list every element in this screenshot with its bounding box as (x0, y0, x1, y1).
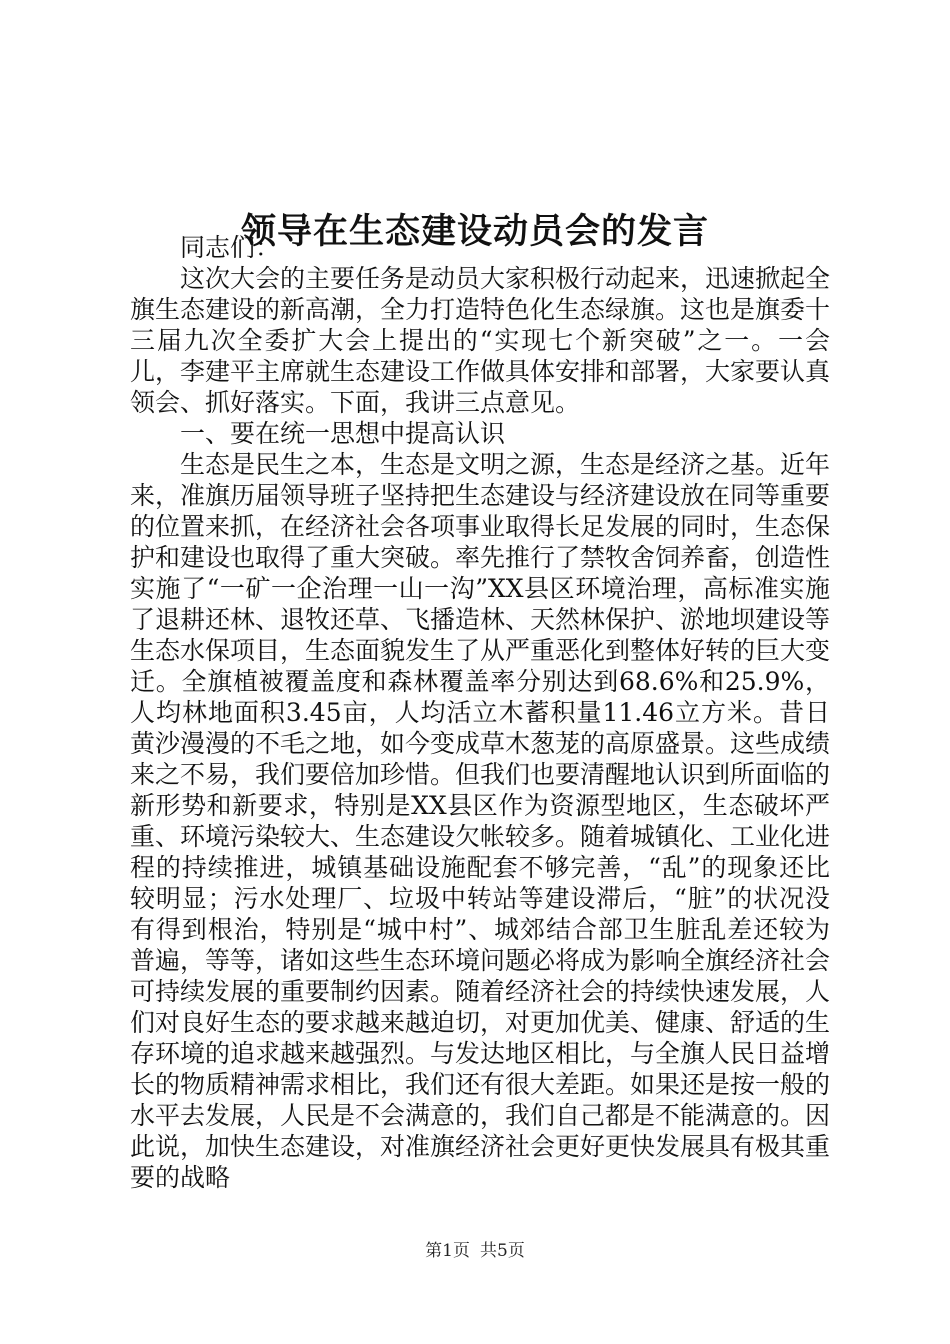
paragraph-section-one: 生态是民生之本，生态是文明之源，生态是经济之基。近年来，准旗历届领导班子坚持把生态建设与经济建设放在同等重要的位置来抓，在经济社会各项事业取得长足发展的同时，生态保护和建设也取得了重大突破。率先推行了禁牧舍饲养畜，创造性实施了“一矿一企治理一山一沟”XX县区环境治理，高标准实施了退耕还林、退牧还草、飞播造林、天然林保护、淤地坝建设等生态水保项目，生态面貌发生了从严重恶化到整体好转的巨大变迁。全旗植被覆盖度和森林覆盖率分别达到68.6%和25.9%，人均林地面积3.45亩，人均活立木蓄积量11.46立方米。昔日黄沙漫漫的不毛之地，如今变成草木葱茏的高原盛景。这些成绩来之不易，我们要倍加珍惜。但我们也要清醒地认识到所面临的新形势和新要求，特别是XX县区作为资源型地区，生态破坏严重、环境污染较大、生态建设欠帐较多。随着城镇化、工业化进程的持续推进，城镇基础设施配套不够完善，“乱”的现象还比较明显；污水处理厂、垃圾中转站等建设滞后，“脏”的状况没有得到根治，特别是“城中村”、城郊结合部卫生脏乱差还较为普遍，等等，诸如这些生态环境问题必将成为影响全旗经济社会可持续发展的重要制约因素。随着经济社会的持续快速发展，人们对良好生态的要求越来越迫切，对更加优美、健康、舒适的生存环境的追求越来越强烈。与发达地区相比，与全旗人民日益增长的物质精神需求相比，我们还有很大差距。如果还是按一般的水平去发展，人民是不会满意的，我们自己都是不能满意的。因此说，加快生态建设，对准旗经济社会更好更快发展具有极其重要的战略 (130, 450, 831, 1192)
greeting: 同志们： (180, 233, 281, 262)
section-heading: 一、要在统一思想中提高认识 (180, 419, 506, 448)
document-body (130, 232, 830, 1193)
paragraph-intro: 这次大会的主要任务是动员大家积极行动起来，迅速掀起全旗生态建设的新高潮，全力打造特色化生态绿旗。这也是旗委十三届九次全委扩大会上提出的“实现七个新突破”之一。一会儿，李建平主席就生态建设工作做具体安排和部署，大家要认真领会、抓好落实。下面，我讲三点意见。 (130, 264, 831, 417)
document-title: 领导在生态建设动员会的发言 (240, 211, 709, 253)
page-number: 第1页 (425, 1241, 470, 1261)
page-footer (0, 1240, 950, 1262)
page-total: 共5页 (480, 1241, 525, 1261)
